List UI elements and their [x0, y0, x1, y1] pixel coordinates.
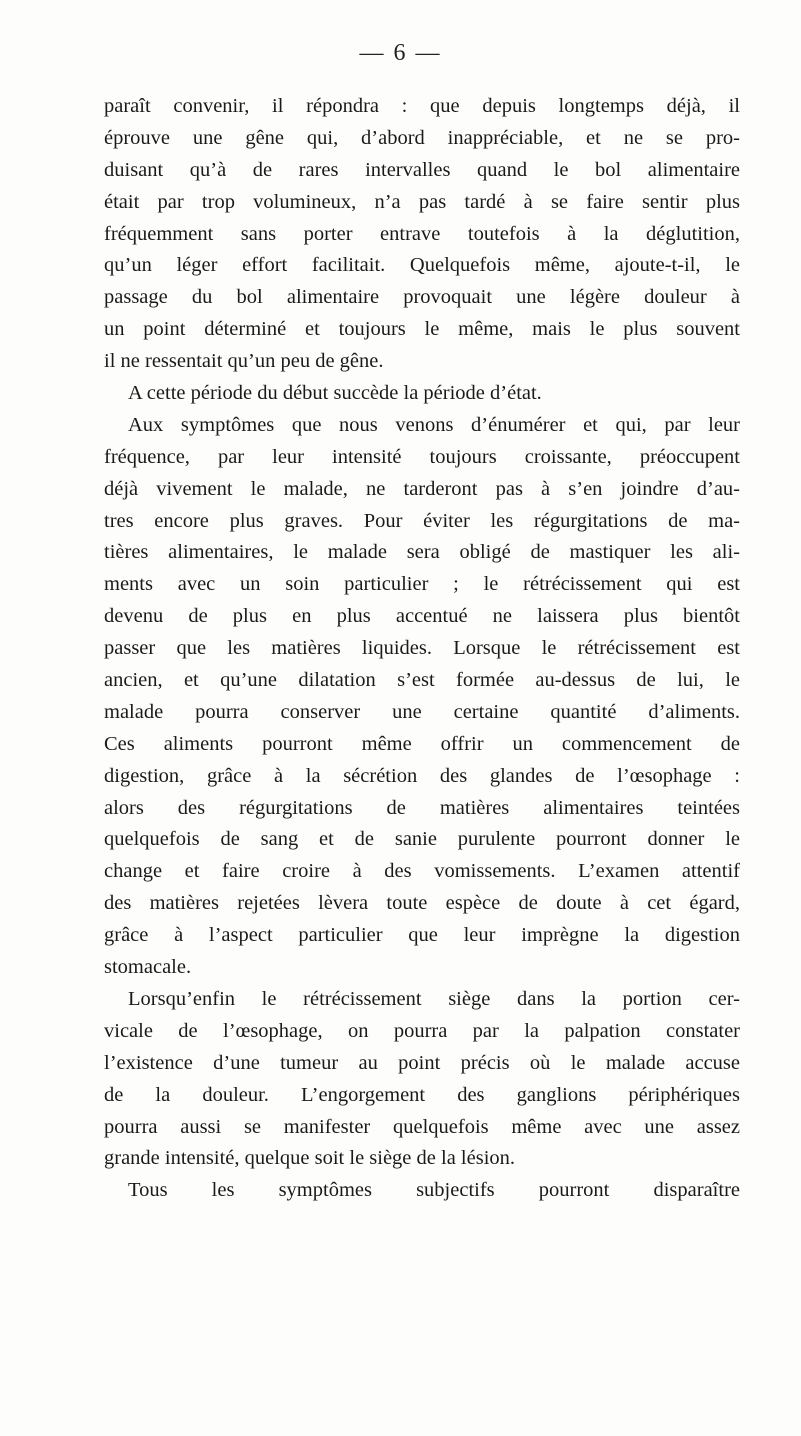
text-line: digestion, grâce à la sécrétion des glandes de l’œsophage :: [104, 764, 740, 787]
text-line: devenu de plus en plus accentué ne laissera plus bientôt: [104, 605, 740, 628]
text-line: alors des régurgitations de matières alimentaires teintées: [104, 796, 740, 819]
text-line: duisant qu’à de rares intervalles quand le bol alimentaire: [104, 158, 740, 181]
text-line: Tous les symptômes subjectifs pourront disparaître: [128, 1179, 740, 1202]
text-line: malade pourra conserver une certaine quantité d’aliments.: [104, 700, 740, 723]
text-line: pourra aussi se manifester quelquefois même avec une assez: [104, 1115, 740, 1138]
text-line: déjà vivement le malade, ne tarderont pas à s’en joindre d’au-: [104, 477, 740, 500]
body-text: [104, 91, 740, 1207]
text-line: quelquefois de sang et de sanie purulente pourront donner le: [104, 828, 740, 851]
text-line: Aux symptômes que nous venons d’énumérer et qui, par leur: [128, 413, 740, 436]
text-line: change et faire croire à des vomissements. L’examen attentif: [104, 860, 740, 883]
text-line: stomacale.: [104, 956, 192, 979]
text-line: fréquemment sans porter entrave toutefois à la déglutition,: [104, 222, 740, 245]
text-line: ancien, et qu’une dilatation s’est formée au-dessus de lui, le: [104, 669, 740, 692]
text-line: vicale de l’œsophage, on pourra par la palpation constater: [104, 1019, 740, 1042]
text-line: il ne ressentait qu’un peu de gêne.: [104, 350, 384, 373]
text-line: ments avec un soin particulier ; le rétrécissement qui est: [104, 573, 740, 596]
text-line: grande intensité, quelque soit le siège de la lésion.: [104, 1147, 516, 1170]
text-line: des matières rejetées lèvera toute espèce de doute à cet égard,: [104, 892, 740, 915]
text-line: qu’un léger effort facilitait. Quelquefois même, ajoute-t-il, le: [104, 254, 740, 277]
text-line: A cette période du début succède la période d’état.: [128, 382, 542, 405]
text-line: Ces aliments pourront même offrir un commencement de: [104, 732, 740, 755]
text-line: tières alimentaires, le malade sera obligé de mastiquer les ali-: [104, 541, 740, 564]
text-line: passage du bol alimentaire provoquait une légère douleur à: [104, 286, 740, 309]
text-line: de la douleur. L’engorgement des ganglions périphériques: [104, 1083, 740, 1106]
text-line: était par trop volumineux, n’a pas tardé à se faire sentir plus: [104, 190, 740, 213]
text-line: grâce à l’aspect particulier que leur imprègne la digestion: [104, 924, 740, 947]
text-line: paraît convenir, il répondra : que depuis longtemps déjà, il: [104, 95, 740, 117]
text-line: éprouve une gêne qui, d’abord inappréciable, et ne se pro-: [104, 126, 740, 149]
text-line: l’existence d’une tumeur au point précis où le malade accuse: [104, 1051, 740, 1074]
text-line: passer que les matières liquides. Lorsque le rétrécissement est: [104, 637, 740, 660]
text-line: tres encore plus graves. Pour éviter les régurgitations de ma-: [104, 509, 740, 532]
text-line: Lorsqu’enfin le rétrécissement siège dans la portion cer-: [128, 987, 740, 1010]
text-line: fréquence, par leur intensité toujours croissante, préoccupent: [104, 445, 740, 468]
page-number: — 6 —: [359, 40, 442, 66]
text-line: un point déterminé et toujours le même, mais le plus souvent: [104, 318, 740, 341]
